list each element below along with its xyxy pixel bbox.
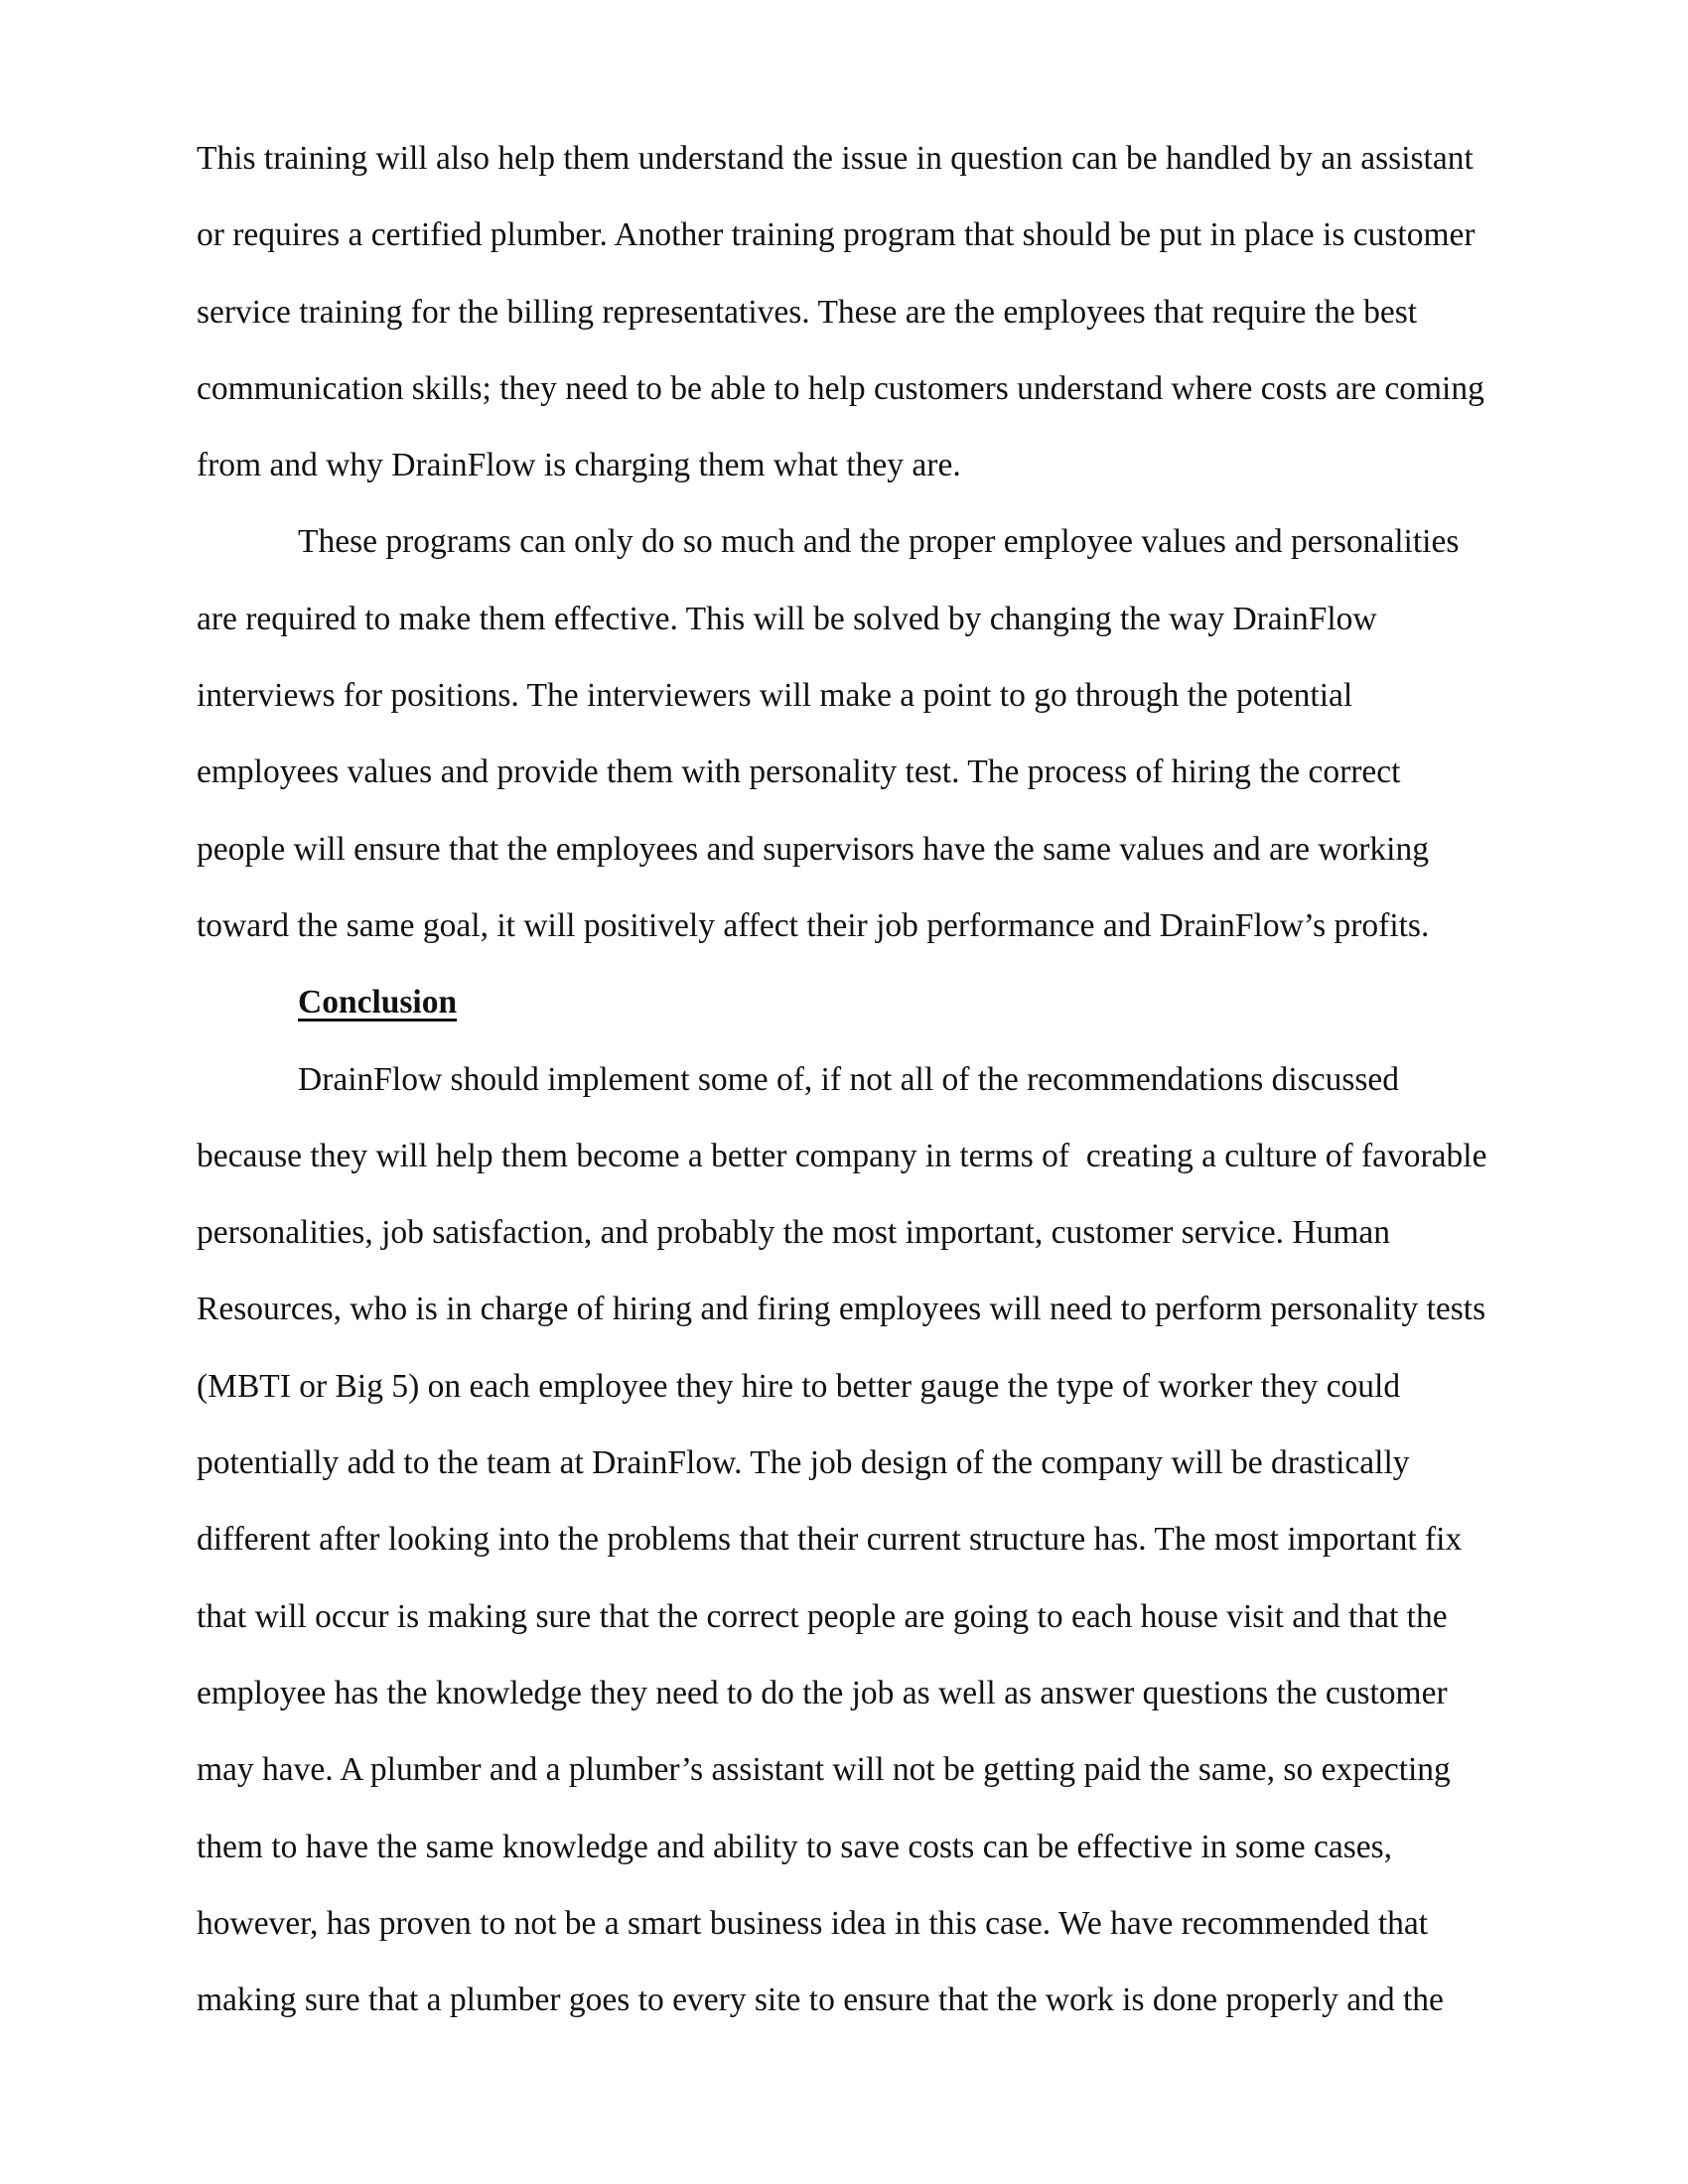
text-line: people will ensure that the employees and supervisors have the same values and are working — [197, 830, 1429, 868]
text-block — [197, 120, 1527, 2038]
text-line: DrainFlow should implement some of, if not all of the recommendations discussed — [298, 1060, 1400, 1098]
text-line: communication skills; they need to be able to help customers understand where costs are coming — [197, 369, 1484, 407]
text-line: employees values and provide them with personality test. The process of hiring the correct — [197, 753, 1401, 791]
text-line: personalities, job satisfaction, and probably the most important, customer service. Human — [197, 1214, 1390, 1252]
text-line: This training will also help them understand the issue in question can be handled by an assistant — [197, 140, 1474, 177]
text-line: employee has the knowledge they need to do the job as well as answer questions the customer — [197, 1674, 1448, 1711]
text-line: making sure that a plumber goes to every site to ensure that the work is done properly and the — [197, 1981, 1444, 2019]
text-line: These programs can only do so much and the proper employee values and personalities — [298, 523, 1460, 561]
paragraph-programs-values — [197, 503, 1527, 964]
paragraph-training-continued — [197, 120, 1527, 503]
text-line: or requires a certified plumber. Another training program that should be put in place is customer — [197, 216, 1476, 254]
text-line: from and why DrainFlow is charging them what they are. — [197, 447, 961, 484]
paragraph-conclusion — [197, 1041, 1527, 2039]
text-line: toward the same goal, it will positively affect their job performance and DrainFlow’s profits. — [197, 906, 1430, 944]
text-line: potentially add to the team at DrainFlow. The job design of the company will be drastically — [197, 1444, 1410, 1482]
heading-conclusion — [197, 964, 1527, 1040]
text-line: however, has proven to not be a smart business idea in this case. We have recommended that — [197, 1904, 1429, 1942]
text-line: that will occur is making sure that the correct people are going to each house visit and that the — [197, 1597, 1448, 1635]
heading-line: Conclusion — [298, 984, 458, 1022]
text-line: Resources, who is in charge of hiring and firing employees will need to perform personality tests — [197, 1291, 1486, 1328]
text-line: are required to make them effective. This will be solved by changing the way DrainFlow — [197, 600, 1377, 637]
text-line: interviews for positions. The interviewers will make a point to go through the potential — [197, 677, 1353, 715]
text-line: because they will help them become a better company in terms of creating a culture of favorable — [197, 1137, 1487, 1174]
text-line: (MBTI or Big 5) on each employee they hire to better gauge the type of worker they could — [197, 1367, 1401, 1405]
text-line: different after looking into the problems that their current structure has. The most important fix — [197, 1521, 1463, 1559]
text-line: service training for the billing representatives. These are the employees that require the best — [197, 293, 1418, 331]
text-line: may have. A plumber and a plumber’s assistant will not be getting paid the same, so expecting — [197, 1751, 1451, 1789]
text-line: them to have the same knowledge and ability to save costs can be effective in some cases, — [197, 1828, 1393, 1865]
